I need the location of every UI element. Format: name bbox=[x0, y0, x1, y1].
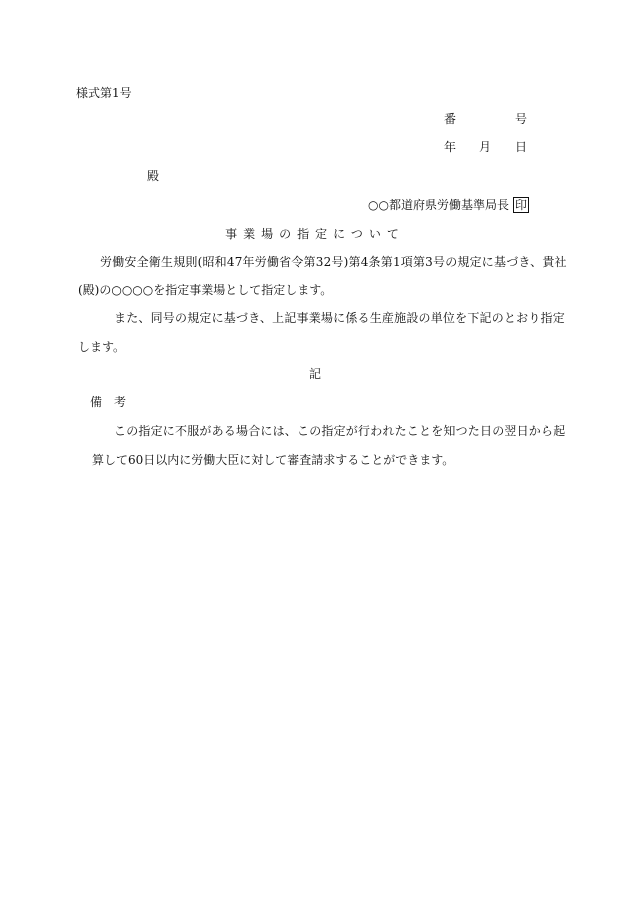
date-year-label: 年 bbox=[444, 140, 457, 154]
remarks-title: 備考 bbox=[90, 395, 139, 409]
issuer-block bbox=[368, 197, 529, 213]
form-number: 様式第1号 bbox=[76, 86, 132, 100]
date-day-label: 日 bbox=[515, 140, 528, 154]
document-title: 事業場の指定について bbox=[225, 227, 405, 241]
body-paragraph1-line1: 労働安全衛生規則(昭和47年労働省令第32号)第4条第1項第3号の規定に基づき、貴社 bbox=[100, 255, 567, 269]
ki-heading: 記 bbox=[308, 367, 321, 381]
number-label: 番 bbox=[444, 112, 457, 126]
body-paragraph2-line1: また、同号の規定に基づき、上記事業場に係る生産施設の単位を下記のとおり指定 bbox=[114, 311, 565, 325]
addressee-suffix: 殿 bbox=[147, 169, 160, 183]
remarks-line2: 算して60日以内に労働大臣に対して審査請求することができます。 bbox=[92, 453, 455, 467]
body-paragraph1-line2: (殿)の○○○○を指定事業場として指定します。 bbox=[78, 283, 333, 297]
date-month-label: 月 bbox=[479, 140, 492, 154]
remarks-line1: この指定に不服がある場合には、この指定が行われたことを知つた日の翌日から起 bbox=[114, 424, 566, 438]
number-suffix: 号 bbox=[515, 112, 528, 126]
body-paragraph2-line2: します。 bbox=[78, 340, 126, 354]
seal-mark: 印 bbox=[514, 198, 527, 212]
issuer-name: ○○都道府県労働基準局長 bbox=[368, 198, 509, 212]
